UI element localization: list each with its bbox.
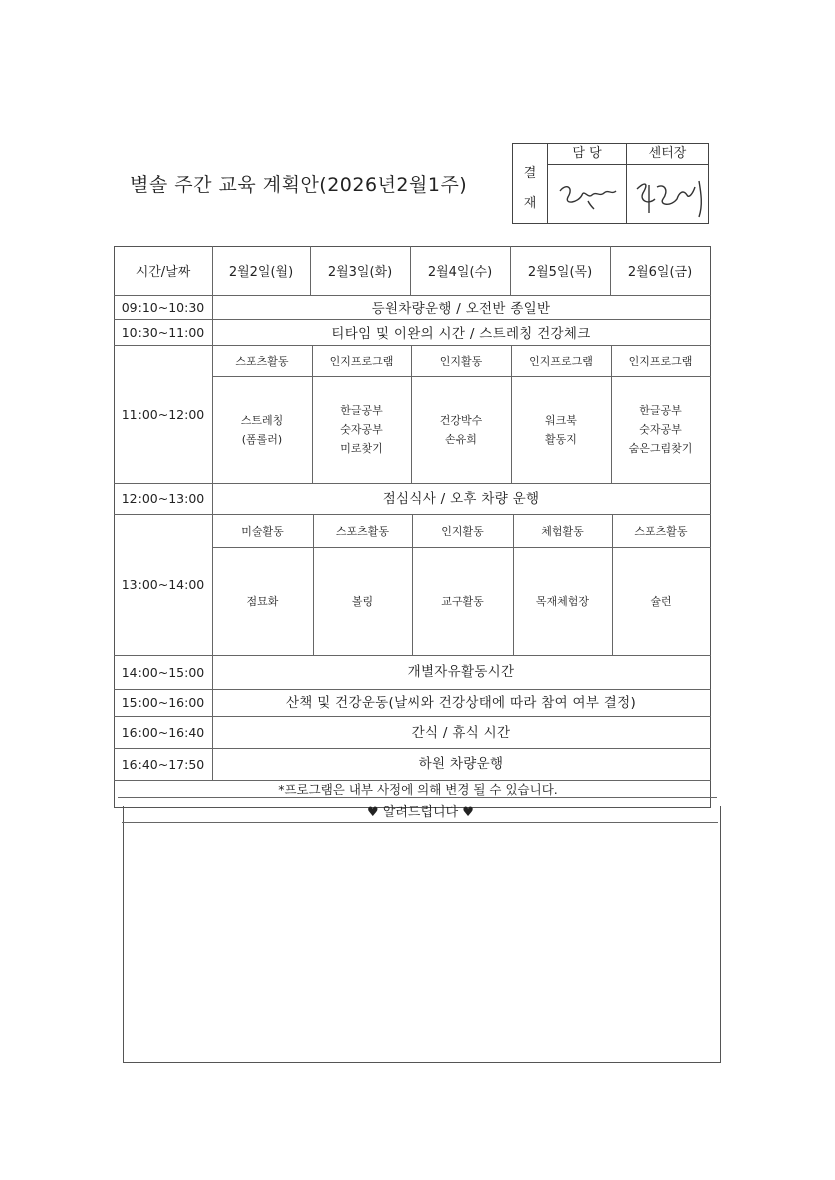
category-label: 인지프로그램	[529, 354, 593, 368]
announcement-header: ♥ 알려드립니다 ♥	[367, 804, 474, 820]
activity-text: 한글공부 숫자공부 미로찾기	[340, 404, 383, 455]
category-label: 인지프로그램	[329, 354, 394, 368]
category-label: 인지프로그램	[628, 354, 693, 368]
category-label: 인지활동	[439, 354, 483, 368]
activity-text: 건강박수 손유희	[439, 413, 483, 446]
activity-text: 목재체험장	[535, 594, 590, 608]
activity-text: 한글공부 숫자공부 숨은그림찾기	[628, 404, 693, 455]
category-label: 인지활동	[441, 524, 484, 538]
header-day-tue: 2월3일(화)	[327, 265, 393, 280]
time-slot: 12:00~13:00	[121, 491, 205, 506]
approval-col-director: 센터장	[627, 144, 708, 165]
change-notice: *프로그램은 내부 사정에 의해 변경 될 수 있습니다.	[278, 781, 558, 797]
staff-signature	[548, 165, 627, 223]
staff-signature-mark	[548, 165, 626, 223]
category-label: 미술활동	[241, 524, 284, 538]
approval-label-bottom: 재	[523, 196, 537, 211]
time-slot: 14:00~15:00	[121, 664, 205, 680]
approval-box	[512, 143, 709, 224]
schedule-item: 간식 / 휴식 시간	[411, 725, 511, 741]
time-slot: 13:00~14:00	[121, 577, 205, 592]
activity-text: 슐런	[650, 594, 672, 608]
time-slot: 16:40~17:50	[121, 756, 205, 772]
page-title: 별솔 주간 교육 계획안(2026년2월1주)	[130, 174, 468, 196]
category-label: 스포츠활동	[235, 354, 289, 368]
director-signature	[627, 165, 708, 223]
time-slot: 09:10~10:30	[121, 299, 205, 315]
header-day-fri: 2월6일(금)	[627, 265, 693, 280]
category-label: 체험활동	[541, 524, 584, 538]
director-signature-mark	[627, 165, 708, 223]
schedule-item: 점심식사 / 오후 차량 운행	[382, 490, 540, 507]
notice-area	[123, 806, 721, 1063]
category-label: 스포츠활동	[335, 524, 390, 538]
time-slot: 10:30~11:00	[121, 324, 205, 340]
time-slot: 11:00~12:00	[121, 406, 205, 422]
category-label: 스포츠활동	[634, 524, 688, 538]
schedule-item: 하원 차량운행	[418, 756, 504, 772]
schedule-item: 티타임 및 이완의 시간 / 스트레칭 건강체크	[331, 326, 591, 342]
approval-label-top: 결	[523, 166, 537, 181]
schedule-item: 산책 및 건강운동(날씨와 건강상태에 따라 참여 여부 결정)	[285, 695, 637, 711]
time-slot: 16:00~16:40	[121, 724, 205, 740]
header-day-wed: 2월4일(수)	[427, 265, 493, 280]
approval-col-staff: 담 당	[548, 144, 627, 165]
activity-text: 스트레칭 (폼롤러)	[240, 413, 284, 446]
time-slot: 15:00~16:00	[121, 695, 205, 710]
header-corner: 시간/날짜	[135, 265, 191, 280]
activity-text: 교구활동	[441, 594, 484, 608]
activity-text: 점묘화	[246, 594, 279, 608]
approval-label-column	[513, 144, 548, 223]
activity-text: 워크북 활동지	[545, 413, 577, 446]
activity-text: 볼링	[351, 594, 374, 608]
schedule-item: 개별자유활동시간	[407, 664, 515, 680]
schedule-item: 등원차량운행 / 오전반 종일반	[371, 301, 551, 317]
header-day-thu: 2월5일(목)	[527, 265, 593, 280]
header-day-mon: 2월2일(월)	[228, 265, 294, 280]
